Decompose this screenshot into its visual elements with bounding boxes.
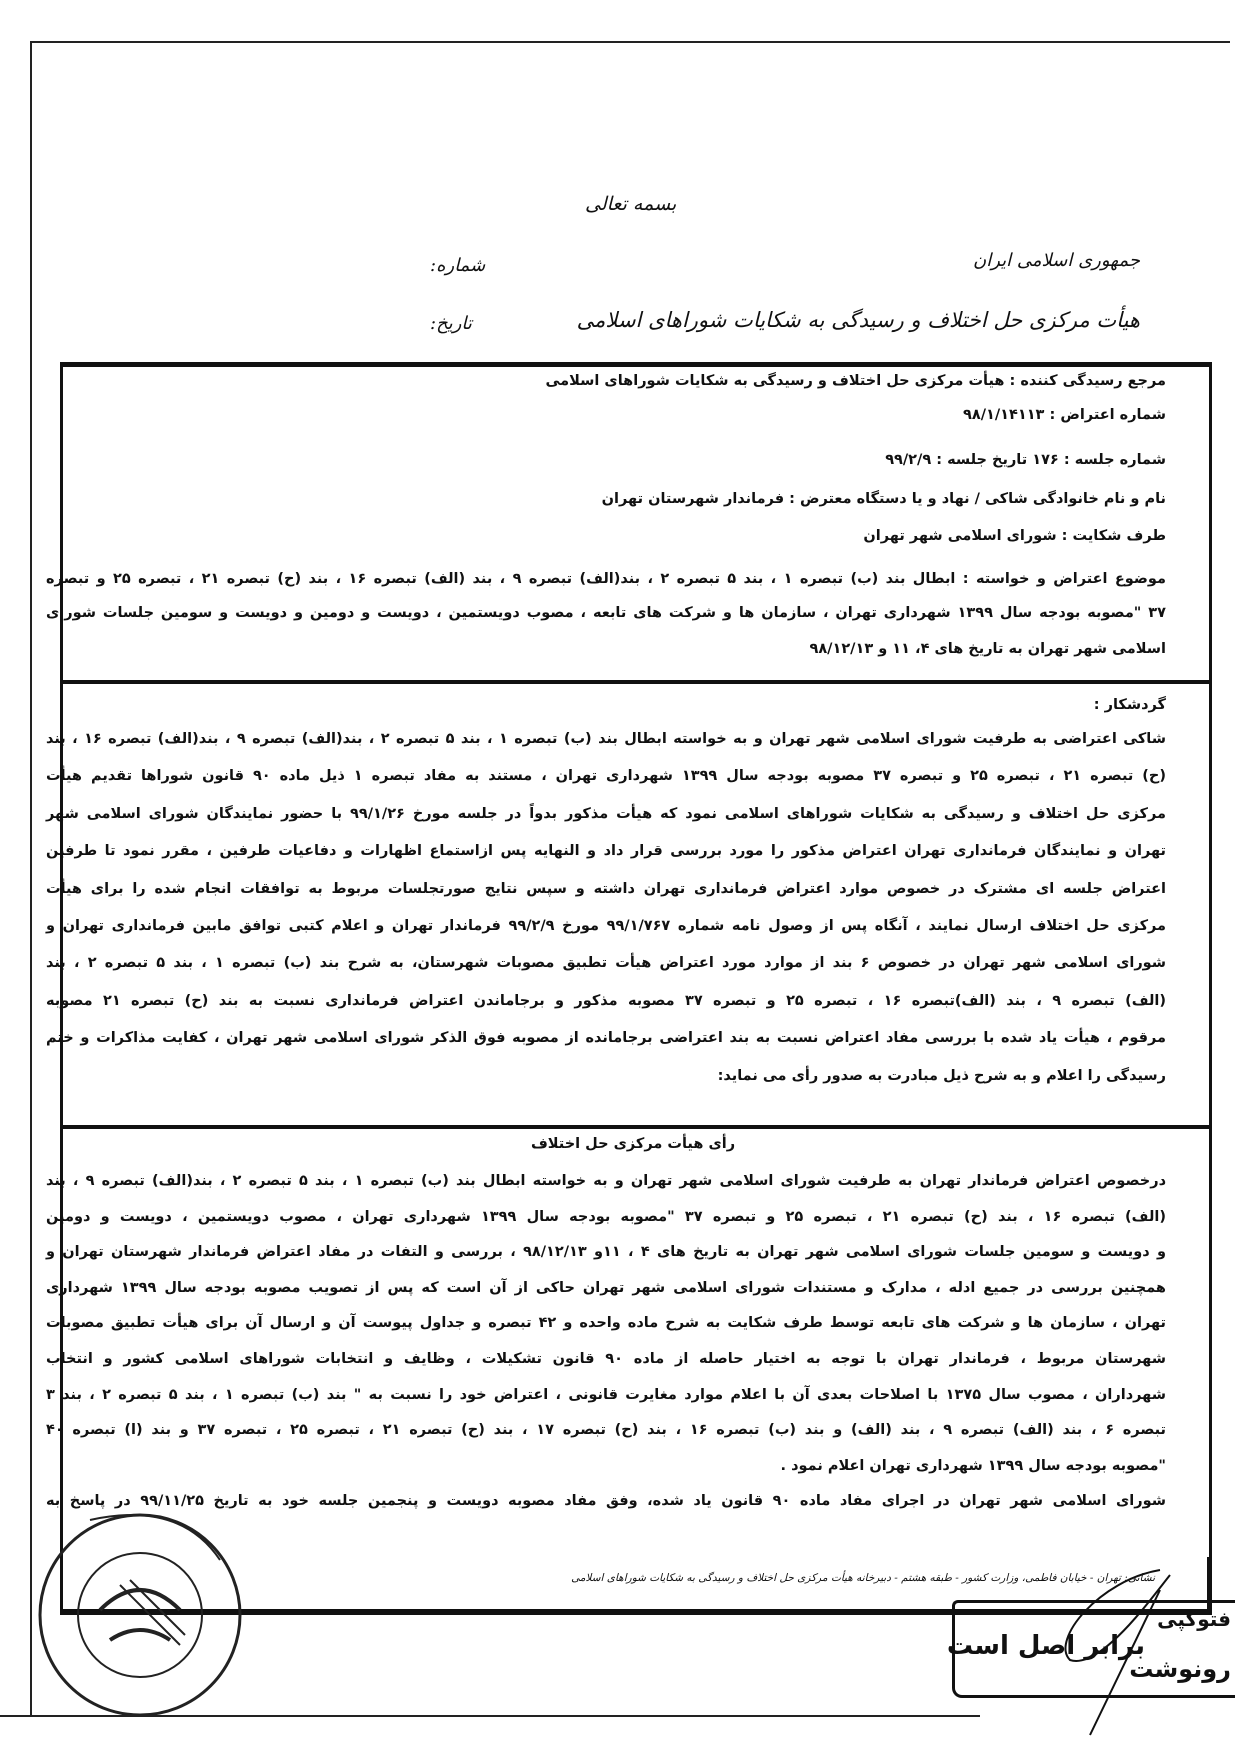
case-info-line: نام و نام خانوادگی شاکی / نهاد و یا دستگاه معترض : فرماندار شهرستان تهران bbox=[601, 491, 1166, 507]
verdict-line: "مصوبه بودجه سال ۱۳۹۹ شهرداری تهران اعلام نمود . bbox=[780, 1457, 1166, 1474]
verdict-line: شورای اسلامی شهر تهران در اجرای مفاد ماده ۹۰ قانون یاد شده، وفق مفاد مصوبه دویست و پنجمین جلسه خود به تاریخ ۹۹/۱۱/۲۵ در پاسخ به bbox=[46, 1493, 1166, 1510]
verdict-line: (الف) تبصره ۱۶ ، بند (ح) تبصره ۲۱ ، تبصره ۲۵ و تبصره ۳۷ "مصوبه بودجه سال ۱۳۹۹ شهرداری تهران ، مصوب دویستمین ، دویست و دومین bbox=[46, 1208, 1166, 1225]
proceedings-title: گردشکار : bbox=[1093, 697, 1166, 713]
proceedings-line: رسیدگی را اعلام و به شرح ذیل مبادرت به صدور رأی می نماید: bbox=[717, 1067, 1166, 1084]
stamp-photocopy: فتوکپی bbox=[1157, 1607, 1231, 1631]
page-border-top bbox=[30, 41, 1230, 43]
case-info-line: مرجع رسیدگی کننده : هیأت مرکزی حل اختلاف و رسیدگی به شکایات شوراهای اسلامی bbox=[545, 373, 1166, 389]
proceedings-line: مرکزی حل اختلاف و رسیدگی به شکایات شوراهای اسلامی نمود که هیأت مذکور بدواً در جلسه مورخ ۹۹/۱/۲۶ با حضور نمایندگان شورای اسلامی شهر bbox=[46, 805, 1166, 822]
proceedings-line: (ح) تبصره ۲۱ ، تبصره ۲۵ و تبصره ۳۷ مصوبه بودجه سال ۱۳۹۹ شهرداری تهران ، مستند به مفاد تبصره ۱ ذیل ماده ۹۰ قانون شوراها تقدیم هیأت bbox=[46, 768, 1167, 785]
proceedings-line: اعتراض جلسه ای مشترک در خصوص موارد اعتراض فرمانداری تهران داشته و سپس نتایج صورتجلسات مربوط به توافقات انجام شده را برای هیأت bbox=[46, 880, 1166, 897]
page-border-left bbox=[30, 41, 32, 1716]
letterhead-country: جمهوری اسلامی ایران bbox=[973, 250, 1140, 271]
verdict-line: تهران ، سازمان ها و شرکت های تابعه توسط طرف شکایت به شرح ماده واحده و ۴۲ تبصره و جداول پیوست آن و ارسال آن برای هیأت تطبیق مصوبات bbox=[46, 1315, 1166, 1332]
letterhead-organization: هیأت مرکزی حل اختلاف و رسیدگی به شکایات شوراهای اسلامی bbox=[576, 308, 1140, 332]
verdict-line: همچنین بررسی در جمیع ادله ، مدارک و مستندات شورای اسلامی شهر تهران حاکی از آن است که پس از تصویب مصوبه بودجه سال ۱۳۹۹ شهرداری bbox=[46, 1279, 1166, 1296]
verdict-line: تبصره ۶ ، بند (الف) تبصره ۹ ، بند (الف) و بند (ب) تبصره ۱۶ ، بند (ح) تبصره ۱۷ ، بند (ح) تبصره ۲۱ ، تبصره ۲۵ ، تبصره ۳۷ و بند (ا) تبصره ۴۰ bbox=[46, 1422, 1167, 1439]
case-info-line: ۳۷ "مصوبه بودجه سال ۱۳۹۹ شهرداری تهران ، سازمان ها و شرکت های تابعه ، مصوب دویستمین ، دویست و دومین و دویست و سومین جلسات شورای bbox=[46, 605, 1166, 621]
case-info-line: شماره جلسه : ۱۷۶ تاریخ جلسه : ۹۹/۲/۹ bbox=[885, 452, 1166, 468]
verdict-line: شهرستان مربوط ، فرماندار تهران با توجه به اختیار حاصله از ماده ۹۰ قانون تشکیلات ، وظایف و انتخابات شوراهای اسلامی کشور و انتخاب bbox=[46, 1351, 1166, 1367]
signature-icon bbox=[1040, 1560, 1190, 1740]
basmala: بسمه تعالی bbox=[585, 193, 677, 215]
proceedings-line: تهران و نمایندگان فرمانداری تهران اعتراض مذکور را مورد بررسی قرار داد و النهایه پس ازاستماع اظهارات و دفاعیات طرفین ، مقرر نمود تا طرفین bbox=[46, 843, 1166, 860]
proceedings-line: شورای اسلامی شهر تهران در خصوص ۶ بند از موارد مورد اعتراض هیأت تطبیق مصوبات شهرستان، به شرح بند (ب) تبصره ۱ ، بند ۵ تبصره ۲ ، بند bbox=[46, 955, 1167, 972]
verdict-line: و دویست و سومین جلسات شورای اسلامی شهر تهران به تاریخ های ۴ ، ۱۱و ۹۸/۱۲/۱۳ ، بررسی و التفات در مفاد اعتراض فرماندار شهرستان تهران و bbox=[46, 1244, 1166, 1261]
case-info-line: اسلامی شهر تهران به تاریخ های ۴، ۱۱ و ۹۸/۱۲/۱۳ bbox=[809, 641, 1166, 657]
case-info-line: موضوع اعتراض و خواسته : ابطال بند (ب) تبصره ۱ ، بند ۵ تبصره ۲ ، بند(الف) تبصره ۹ ، بند (الف) تبصره ۱۶ ، بند (ح) تبصره ۲۱ ، تبصره ۲۵ و تبصره bbox=[46, 571, 1166, 587]
stamp-certified: برابر اصل است bbox=[946, 1631, 1145, 1661]
footer-address: نشانی: تهران - خیابان فاطمی، وزارت کشور - طبقه هشتم - دبیرخانه هیأت مرکزی حل اختلاف و رسیدگی به شکایات شوراهای اسلامی bbox=[571, 1572, 1155, 1584]
case-info-line: شماره اعتراض : ۹۸/۱/۱۴۱۱۳ bbox=[963, 407, 1166, 423]
case-info-line: طرف شکایت : شورای اسلامی شهر تهران bbox=[863, 528, 1166, 544]
proceedings-line: شاکی اعتراضی به طرفیت شورای اسلامی شهر تهران و به خواسته ابطال بند (ب) تبصره ۱ ، بند ۵ تبصره ۲ ، بند(الف) تبصره ۹ ، بند(الف) تبصره ۱۶ ، بند bbox=[46, 731, 1167, 747]
letter-number-label: شماره: bbox=[430, 255, 486, 276]
letter-date-label: تاریخ: bbox=[430, 313, 472, 334]
proceedings-line: مرکزی حل اختلاف ارسال نمایند ، آنگاه پس از وصول نامه شماره ۹۹/۱/۷۶۷ مورخ ۹۹/۲/۹ فرماندار تهران و اعلام کتبی توافق مابین فرمانداری تهران و bbox=[46, 918, 1166, 934]
verdict-title: رأی هیأت مرکزی حل اختلاف bbox=[530, 1136, 736, 1152]
official-seal-icon bbox=[30, 1500, 260, 1730]
stamp-transcript: رونوشت bbox=[1129, 1655, 1231, 1683]
proceedings-line: (الف) تبصره ۹ ، بند (الف)تبصره ۱۶ ، تبصره ۲۵ و تبصره ۳۷ مصوبه مذکور و برجاماندن اعتراض فرمانداری نسبت به بند (ح) تبصره ۲۱ مصوبه bbox=[46, 992, 1167, 1009]
proceedings-line: مرقوم ، هیأت یاد شده با بررسی مفاد اعتراض نسبت به بند اعتراضی برجامانده از مصوبه فوق الذکر شورای اسلامی شهر تهران ، کفایت مذاکرات و ختم bbox=[46, 1030, 1166, 1047]
verdict-line: درخصوص اعتراض فرماندار تهران به طرفیت شورای اسلامی شهر تهران و به خواسته ابطال بند (ب) تبصره ۱ ، بند ۵ تبصره ۲ ، بند(الف) تبصره ۹ ، بند bbox=[46, 1173, 1167, 1189]
verdict-line: شهرداران ، مصوب سال ۱۳۷۵ با اصلاحات بعدی آن با اعلام موارد مغایرت قانونی ، اعتراض خود را نسبت به " بند (ب) تبصره ۱ ، بند ۵ تبصره ۲ ، بند ۳ bbox=[46, 1386, 1167, 1403]
